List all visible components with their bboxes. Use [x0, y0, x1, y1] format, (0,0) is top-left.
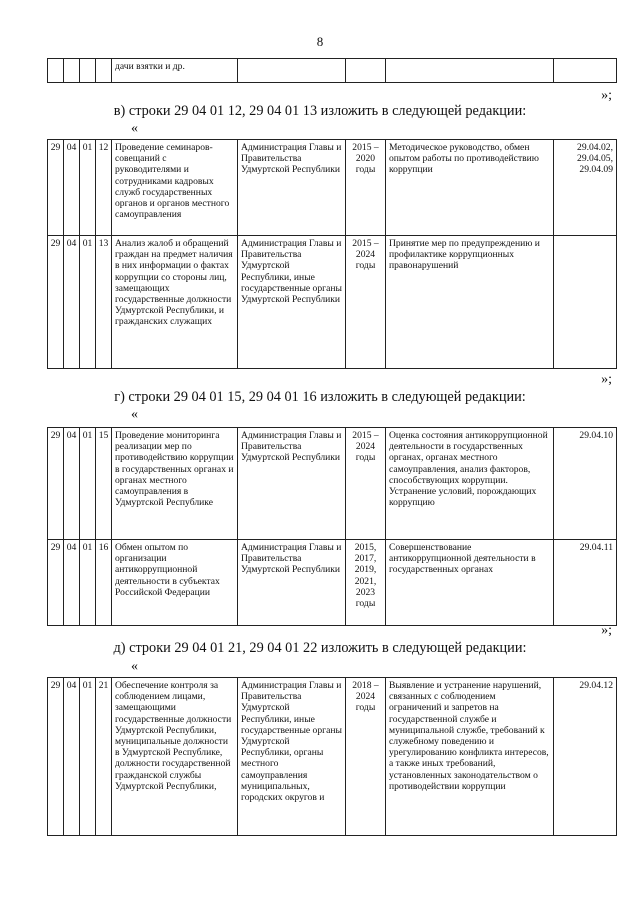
- code-cell: 04: [64, 678, 80, 836]
- result-cell: Методическое руководство, обмен опытом работы по противодействию коррупции: [386, 140, 554, 236]
- name-cell: Обеспечение контроля за соблюдением лицами, замещающими государственные должности Удмуртской Республики, муниципальные должности в Удмуртской Республике, должности государственной гражданской службы Удмуртской Республики,: [112, 678, 238, 836]
- code-cell: 01: [80, 540, 96, 626]
- result-cell: Принятие мер по предупреждению и профилактике коррупционных правонарушений: [386, 236, 554, 369]
- code-cell: [80, 59, 96, 83]
- code-cell: 01: [80, 236, 96, 369]
- section-heading: в) строки 29 04 01 12, 29 04 01 13 изложить в следующей редакции:: [113, 103, 527, 119]
- executor-cell: Администрация Главы и Правительства Удмуртской Республики, иные государственные органы Удмуртской Республики, органы местного самоуправления муниципальных, городских округов и: [238, 678, 346, 836]
- closing-quote: »;: [601, 372, 612, 387]
- table-row: [48, 428, 617, 540]
- code-cell: [48, 59, 64, 83]
- code-cell: [64, 59, 80, 83]
- ref-cell: [554, 59, 617, 83]
- code-cell: 01: [80, 678, 96, 836]
- ref-cell: 29.04.12: [554, 678, 617, 836]
- years-cell: 2018 – 2024 годы: [346, 678, 386, 836]
- code-cell: [96, 59, 112, 83]
- code-cell: 04: [64, 540, 80, 626]
- code-cell: 04: [64, 428, 80, 540]
- table-row: [48, 540, 617, 626]
- table-row: [48, 236, 617, 369]
- opening-quote: «: [131, 407, 138, 422]
- code-cell: 13: [96, 236, 112, 369]
- years-cell: 2015 – 2024 годы: [346, 428, 386, 540]
- section-heading: д) строки 29 04 01 21, 29 04 01 22 изложить в следующей редакции:: [113, 640, 527, 656]
- ref-cell: [554, 236, 617, 369]
- executor-cell: Администрация Главы и Правительства Удмуртской Республики: [238, 140, 346, 236]
- code-cell: 29: [48, 678, 64, 836]
- table-row: [48, 140, 617, 236]
- years-cell: 2015, 2017, 2019, 2021, 2023 годы: [346, 540, 386, 626]
- code-cell: 01: [80, 140, 96, 236]
- code-cell: 04: [64, 140, 80, 236]
- executor-cell: Администрация Главы и Правительства Удмуртской Республики, иные государственные органы Удмуртской Республики: [238, 236, 346, 369]
- name-cell: Анализ жалоб и обращений граждан на предмет наличия в них информации о фактах коррупции со стороны лиц, замещающих государственные должности Удмуртской Республики, и гражданских служащих: [112, 236, 238, 369]
- closing-quote: »;: [601, 88, 612, 103]
- name-cell: Проведение семинаров-совещаний с руководителями и сотрудниками кадровых служб государственных органов и органов местного самоуправления: [112, 140, 238, 236]
- result-cell: Совершенствование антикоррупционной деятельности в государственных органах: [386, 540, 554, 626]
- code-cell: 29: [48, 540, 64, 626]
- section-heading: г) строки 29 04 01 15, 29 04 01 16 изложить в следующей редакции:: [114, 389, 526, 405]
- ref-cell: 29.04.10: [554, 428, 617, 540]
- amendment-table: [47, 677, 617, 836]
- years-cell: [346, 59, 386, 83]
- name-cell: дачи взятки и др.: [112, 59, 238, 83]
- code-cell: 12: [96, 140, 112, 236]
- result-cell: [386, 59, 554, 83]
- code-cell: 01: [80, 428, 96, 540]
- opening-quote: «: [131, 121, 138, 136]
- executor-cell: Администрация Главы и Правительства Удмуртской Республики: [238, 540, 346, 626]
- code-cell: 29: [48, 140, 64, 236]
- code-cell: 29: [48, 428, 64, 540]
- result-cell: Оценка состояния антикоррупционной деятельности в государственных органах, органах местного самоуправления, анализ факторов, способствующих коррупции. Устранение условий, порождающих коррупцию: [386, 428, 554, 540]
- table-row: [48, 59, 617, 83]
- code-cell: 04: [64, 236, 80, 369]
- name-cell: Проведение мониторинга реализации мер по противодействию коррупции в государственных органах и органах местного самоуправления в Удмуртской Республике: [112, 428, 238, 540]
- amendment-table: [47, 139, 617, 369]
- ref-cell: 29.04.11: [554, 540, 617, 626]
- closing-quote: »;: [601, 623, 612, 638]
- opening-quote: «: [131, 659, 138, 674]
- code-cell: 15: [96, 428, 112, 540]
- continuation-table: [47, 58, 617, 83]
- code-cell: 29: [48, 236, 64, 369]
- code-cell: 16: [96, 540, 112, 626]
- code-cell: 21: [96, 678, 112, 836]
- amendment-table: [47, 427, 617, 626]
- ref-cell: 29.04.02, 29.04.05, 29.04.09: [554, 140, 617, 236]
- result-cell: Выявление и устранение нарушений, связанных с соблюдением ограничений и запретов на государственной службе и муниципальной службе, требований к служебному поведению и урегулированию конфликта интересов, а также иных требований, установленных законодательством о противодействии коррупции: [386, 678, 554, 836]
- years-cell: 2015 – 2024 годы: [346, 236, 386, 369]
- table-row: [48, 678, 617, 836]
- executor-cell: [238, 59, 346, 83]
- name-cell: Обмен опытом по организации антикоррупционной деятельности в субъектах Российской Федерации: [112, 540, 238, 626]
- page-number: 8: [316, 34, 324, 49]
- years-cell: 2015 – 2020 годы: [346, 140, 386, 236]
- executor-cell: Администрация Главы и Правительства Удмуртской Республики: [238, 428, 346, 540]
